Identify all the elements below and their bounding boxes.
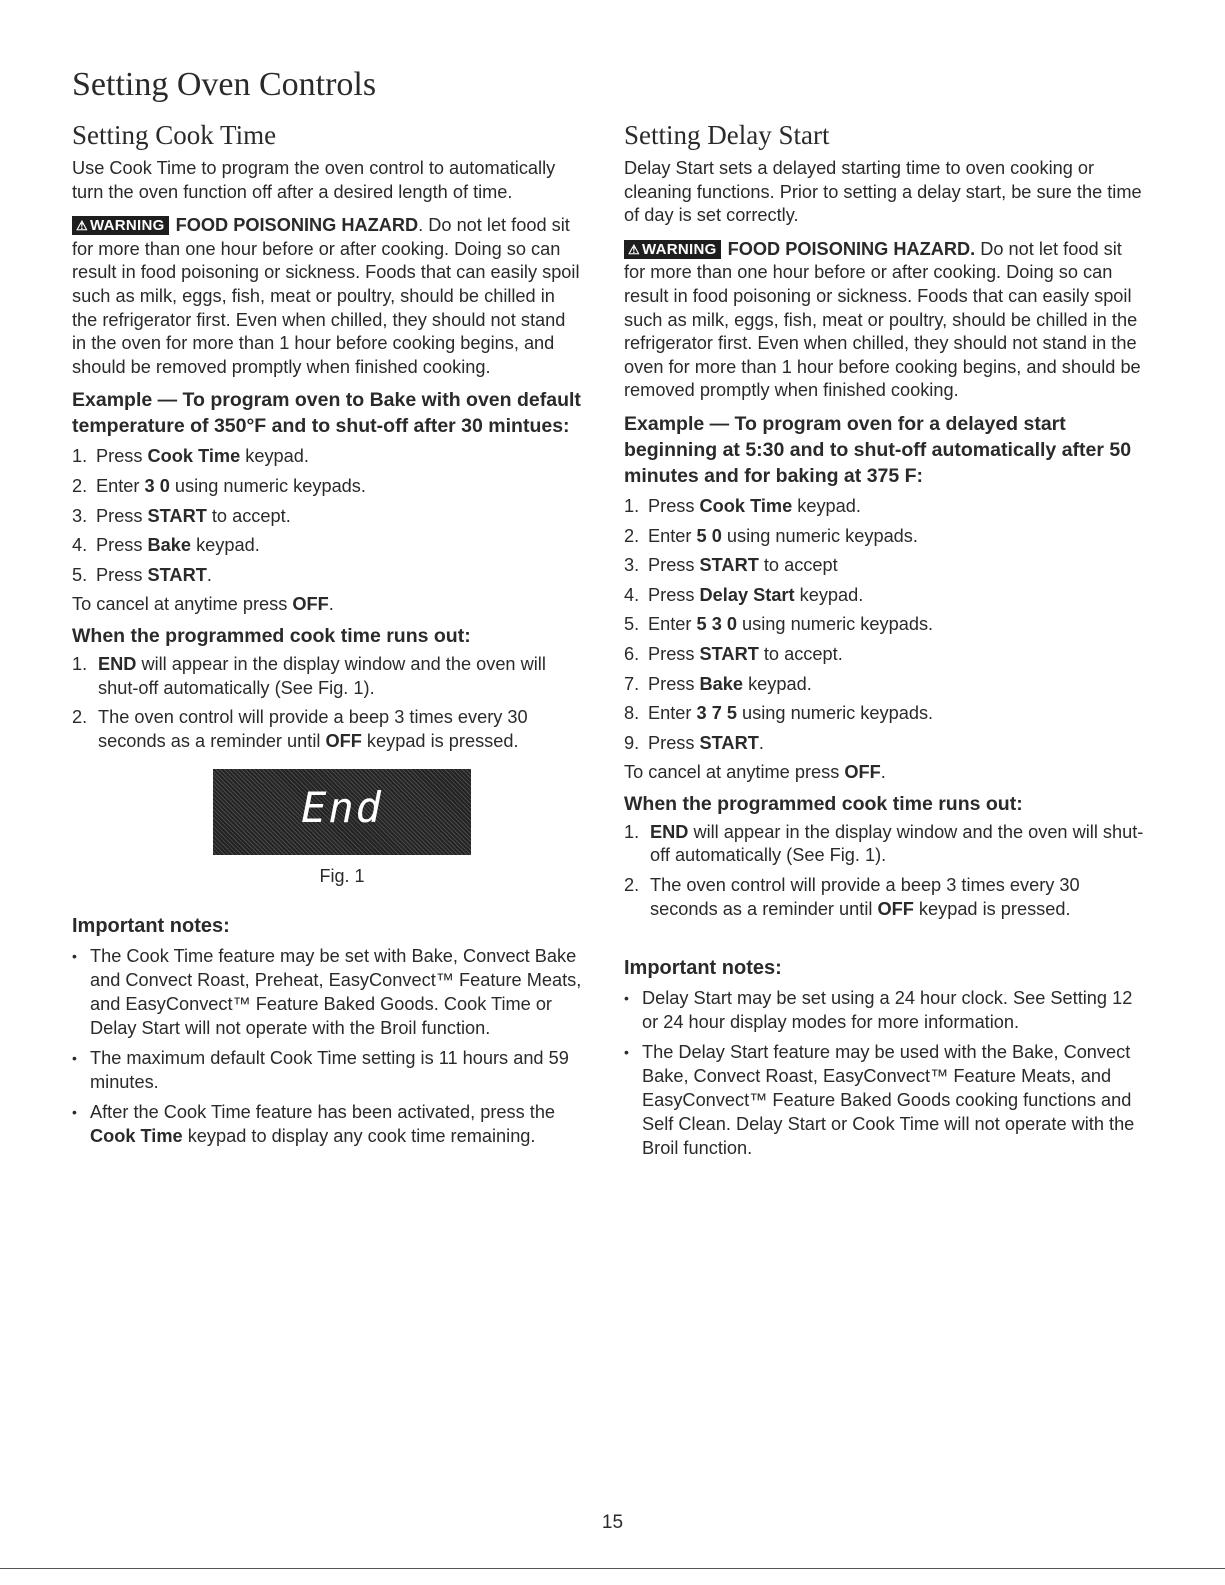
cook-time-runs-out-list	[72, 653, 584, 753]
delay-start-runs-out-heading: When the programmed cook time runs out:	[624, 792, 1023, 815]
step-number: 1.	[72, 653, 88, 674]
step-text-end: to accept.	[758, 643, 843, 664]
step-number: 2.	[72, 475, 88, 496]
step-number: 3.	[72, 505, 88, 526]
step-item	[624, 643, 1144, 667]
delay-start-intro: Delay Start sets a delayed starting time to oven cooking or cleaning functions. Prior to setting a delay start, be sure the time of day is set correctly.	[624, 158, 1142, 226]
step-text-end: using numeric keypads.	[736, 614, 934, 635]
step-number: 2.	[72, 707, 88, 728]
cook-time-heading: Setting Cook Time	[72, 120, 277, 150]
cook-time-warning	[72, 214, 584, 379]
page-number: 15	[601, 1512, 624, 1533]
warning-body: . Do not let food sit for more than one hour before or after cooking. Doing so can result in food poisoning or sickness. Foods that can easily spoil such as milk, eggs, fish, meat or poultry, should be chilled in the refrigerator first. Even when chilled, they should not stand in the oven for more than 1 hour before cooking begins, and should be removed promptly when finished cooking.	[72, 215, 580, 377]
step-text: Press	[96, 564, 148, 585]
step-text-end: keypad is pressed.	[913, 898, 1071, 919]
step-item	[72, 505, 584, 529]
delay-start-example-heading: Example — To program oven for a delayed start beginning at 5:30 and to shut-off automatically after 50 minutes and for baking at 375 F:	[624, 412, 1132, 487]
step-text-end: .	[758, 732, 764, 753]
step-number: 1.	[624, 495, 640, 516]
step-number: 6.	[624, 643, 640, 664]
note-item	[72, 944, 584, 1040]
step-key: END	[650, 821, 689, 842]
step-number: 3.	[624, 555, 640, 576]
step-text-end: keypad.	[794, 584, 864, 605]
warning-badge	[72, 216, 169, 235]
step-text: Press	[648, 643, 700, 664]
step-key: START	[699, 643, 759, 664]
delay-start-cancel	[624, 761, 1144, 785]
delay-start-notes	[624, 986, 1144, 1160]
step-item	[624, 702, 1144, 726]
step-text: The oven control will provide a beep 3 times every 30 seconds as a reminder until	[650, 875, 1080, 919]
step-text-end: using numeric keypads.	[736, 703, 934, 724]
step-number: 4.	[624, 584, 640, 605]
step-item	[72, 445, 584, 469]
step-item	[72, 475, 584, 499]
step-number: 1.	[72, 446, 88, 467]
step-text-end: using numeric keypads.	[169, 475, 366, 496]
step-text-end: keypad.	[240, 446, 309, 467]
page-title: Setting Oven Controls	[72, 66, 377, 103]
step-text: Press	[648, 732, 700, 753]
step-text: The oven control will provide a beep 3 times every 30 seconds as a reminder until	[98, 707, 528, 751]
cook-time-steps	[72, 445, 584, 587]
oven-display	[213, 769, 471, 855]
step-text: Enter	[648, 614, 697, 635]
step-number: 9.	[624, 732, 640, 753]
cancel-text: To cancel at anytime press	[624, 762, 845, 783]
cancel-suffix: .	[328, 594, 334, 615]
note-text: Delay Start may be set using a 24 hour clock. See Setting 12 or 24 hour display modes for more information.	[642, 988, 1133, 1033]
step-key: Bake	[147, 535, 192, 556]
cancel-key: OFF	[292, 594, 329, 615]
note-key: Cook Time	[90, 1126, 183, 1147]
delay-start-heading: Setting Delay Start	[624, 120, 830, 150]
delay-start-section	[624, 120, 1144, 1166]
cook-time-runs-out-heading: When the programmed cook time runs out:	[72, 624, 471, 647]
step-item	[624, 554, 1144, 578]
step-number: 8.	[624, 703, 640, 724]
note-item	[624, 986, 1144, 1034]
step-key: Bake	[699, 673, 744, 694]
runs-out-item	[72, 653, 584, 700]
step-item	[624, 613, 1144, 637]
note-text: The maximum default Cook Time setting is 11 hours and 59 minutes.	[90, 1048, 569, 1093]
step-key: 3 7 5	[696, 703, 737, 724]
step-number: 7.	[624, 673, 640, 694]
warning-title: FOOD POISONING HAZARD.	[727, 238, 976, 259]
step-key: START	[699, 555, 759, 576]
cook-time-cancel	[72, 593, 584, 617]
runs-out-item	[624, 821, 1144, 868]
step-item	[624, 495, 1144, 519]
delay-start-warning	[624, 238, 1144, 403]
step-text: Enter	[648, 525, 697, 546]
warning-badge-label: WARNING	[89, 217, 165, 235]
delay-start-runs-out-list	[624, 821, 1144, 921]
step-key: Cook Time	[147, 446, 241, 467]
figure-caption: Fig. 1	[319, 866, 365, 887]
warning-body: Do not let food sit for more than one hour before or after cooking. Doing so can result in food poisoning or sickness. Foods that can easily spoil such as milk, eggs, fish, meat or poultry, should be chilled in the refrigerator first. Even when chilled, they should not stand in the oven for more than 1 hour before cooking begins, and should be removed promptly when finished cooking.	[624, 238, 1141, 401]
step-key: OFF	[877, 898, 914, 919]
step-item	[624, 584, 1144, 608]
step-item	[624, 525, 1144, 549]
step-text: Press	[648, 584, 700, 605]
note-item	[72, 1046, 584, 1094]
warning-triangle-icon: ⚠	[76, 218, 88, 234]
step-text-end: using numeric keypads.	[721, 525, 918, 546]
step-text-end: will appear in the display window and the oven will shut-off automatically (See Fig. 1).	[98, 653, 546, 698]
cancel-suffix: .	[880, 762, 886, 783]
step-key: OFF	[325, 730, 362, 751]
step-number: 1.	[624, 821, 640, 842]
note-item	[624, 1040, 1144, 1160]
step-text-end: .	[206, 564, 212, 585]
delay-start-notes-heading: Important notes:	[624, 957, 782, 980]
cook-time-notes-heading: Important notes:	[72, 915, 230, 938]
note-text: The Cook Time feature may be set with Bake, Convect Bake and Convect Roast, Preheat, EasyConvect™ Feature Meats, and EasyConvect™ Feature Baked Goods. Cook Time or Delay Start will not operate with the Broil function.	[90, 946, 582, 1039]
step-key: 5 3 0	[696, 614, 737, 635]
step-text-end: keypad.	[743, 673, 812, 694]
step-text: Press	[648, 495, 700, 516]
cook-time-notes	[72, 944, 584, 1148]
step-text-end: will appear in the display window and the oven will shut-off automatically (See Fig. 1).	[650, 821, 1144, 866]
step-text-end: keypad is pressed.	[361, 730, 519, 751]
step-text-end: to accept.	[206, 505, 291, 526]
step-number: 5.	[624, 614, 640, 635]
step-text: Press	[648, 555, 700, 576]
bottom-rule	[0, 1568, 1225, 1569]
step-item	[624, 732, 1144, 756]
step-item	[624, 673, 1144, 697]
warning-triangle-icon: ⚠	[628, 241, 640, 257]
step-number: 4.	[72, 535, 88, 556]
step-number: 5.	[72, 564, 88, 585]
cook-time-example-heading: Example — To program oven to Bake with oven default temperature of 350°F and to shut-off after 30 mintues:	[72, 389, 581, 438]
step-text-end: keypad.	[191, 535, 260, 556]
step-key: Cook Time	[699, 495, 793, 516]
warning-badge-label: WARNING	[641, 240, 717, 258]
step-text: Enter	[648, 703, 697, 724]
display-text: End	[301, 783, 383, 833]
cook-time-intro: Use Cook Time to program the oven control to automatically turn the oven function off after a desired length of time.	[72, 158, 556, 202]
step-text: Press	[96, 505, 148, 526]
note-text-end: keypad to display any cook time remaining.	[182, 1126, 536, 1147]
step-item	[72, 564, 584, 588]
warning-badge	[624, 240, 721, 259]
step-key: Delay Start	[699, 584, 795, 605]
step-key: 5 0	[696, 525, 722, 546]
step-key: START	[699, 732, 759, 753]
step-text-end: to accept	[758, 555, 838, 576]
step-number: 2.	[624, 875, 640, 896]
step-text-end: keypad.	[792, 495, 861, 516]
step-key: 3 0	[144, 475, 170, 496]
cancel-text: To cancel at anytime press	[72, 594, 293, 615]
note-item	[72, 1100, 584, 1148]
figure-1	[72, 769, 584, 887]
delay-start-steps	[624, 495, 1144, 755]
runs-out-item	[624, 874, 1144, 921]
cook-time-section	[72, 120, 584, 1154]
step-text: Enter	[96, 475, 145, 496]
step-key: START	[147, 564, 207, 585]
step-key: END	[98, 653, 137, 674]
runs-out-item	[72, 706, 584, 753]
step-text: Press	[96, 446, 148, 467]
step-text: Press	[648, 673, 700, 694]
cancel-key: OFF	[844, 762, 881, 783]
step-item	[72, 534, 584, 558]
note-text: The Delay Start feature may be used with the Bake, Convect Bake, Convect Roast, EasyConvect™ Feature Meats, and EasyConvect™ Feature Baked Goods cooking functions and Self Clean. Delay Start or Cook Time will not operate with the Broil function.	[642, 1042, 1135, 1159]
note-text: After the Cook Time feature has been activated, press the	[90, 1102, 556, 1123]
step-key: START	[147, 505, 207, 526]
step-text: Press	[96, 535, 148, 556]
warning-title: FOOD POISONING HAZARD	[175, 215, 419, 236]
step-number: 2.	[624, 525, 640, 546]
